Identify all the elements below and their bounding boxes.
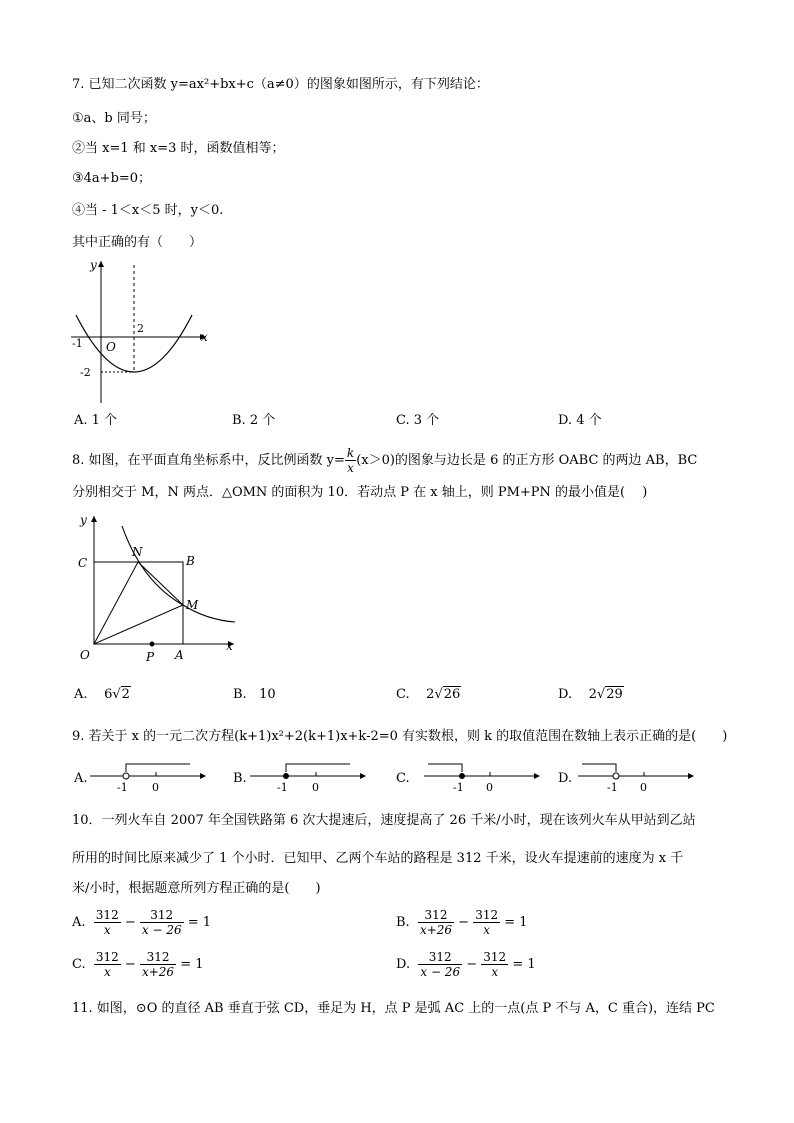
q10-c-n1: 312 (95, 950, 119, 964)
q10-b-label: B. (396, 915, 410, 930)
q8-graph-b-label: B (186, 554, 195, 568)
q10-c-frac2 (140, 950, 176, 979)
q10-a-d1: x (103, 923, 111, 937)
q8-graph-c-label: C (78, 556, 88, 570)
q10-c-d1: x (103, 965, 111, 979)
q7-graph-minus1-label: -1 (72, 337, 83, 350)
q8-graph-n-label: N (132, 545, 143, 559)
q8-graph-x-label: x (226, 639, 233, 653)
q8-hyperbola-graph (72, 510, 247, 665)
q7-graph-two-label: 2 (137, 322, 144, 335)
q9-number-line-c (420, 758, 544, 798)
q10-b-eq: = 1 (504, 915, 528, 930)
q10-d-frac2 (481, 950, 508, 979)
q9-number-line-b (246, 758, 370, 798)
q8-option-d-radicand: 29 (606, 687, 623, 702)
q7-graph-x-label: x (201, 330, 208, 344)
q10-a-eq: = 1 (187, 915, 212, 930)
q10-option-b: B. $\frac{312}{x+26}$ − $\frac{312}{x}$ = 1 (396, 908, 528, 937)
q9-c-zero: 0 (486, 781, 493, 794)
q7-stem: 7. 已知二次函数 y=ax²+bx+c（a≠0）的图象如图所示，有下列结论： (72, 77, 489, 92)
q10-b-n1: 312 (418, 908, 454, 923)
q9-c-minus1: -1 (453, 781, 464, 794)
q8-option-a (74, 686, 131, 704)
q8-fraction (345, 446, 356, 475)
q10-a-n2: 312 (140, 908, 184, 923)
q9-b-minus1: -1 (277, 781, 288, 794)
q7-option-a: A. 1 个 (74, 413, 118, 428)
q8-option-c-sqrt: √26 (434, 687, 461, 702)
q10-c-label: C. (72, 957, 86, 972)
q10-d-eq: = 1 (512, 957, 536, 972)
q11-line-1: 11. 如图，⊙O 的直径 AB 垂直于弦 CD，垂足为 H，点 P 是弧 AC 上的一点(点 P 不与 A，C 重合)，连结 PC (72, 1001, 715, 1016)
q9-label-a: A. (74, 771, 88, 786)
q8-stem (72, 446, 697, 476)
q8-frac-num: k (346, 446, 355, 460)
q8-frac-den: x (347, 461, 354, 475)
q8-graph-p-label: P (146, 650, 155, 664)
q7-option-b: B. 2 个 (232, 413, 276, 428)
q10-a-frac1 (94, 908, 121, 937)
q8-option-d-label: D. (558, 687, 573, 702)
q8-stem-part-b: (x＞0)的图象与边长是 6 的正方形 OABC 的两边 AB，BC (356, 453, 698, 468)
q10-option-c: C. $\frac{312}{x}$ − $\frac{312}{x+26}$ = 1 (72, 950, 204, 979)
q8-graph-y-label: y (80, 513, 87, 527)
q7-conclusion-3: ③4a+b=0； (72, 171, 152, 186)
q9-a-minus1: -1 (117, 781, 128, 794)
q10-d-n1: 312 (418, 950, 462, 965)
q8-option-c-radicand: 26 (443, 687, 461, 702)
q10-c-d2: x+26 (141, 965, 175, 979)
q9-label-b: B. (233, 771, 247, 786)
q7-conclusion-4: ④当 - 1＜x＜5 时，y＜0. (72, 203, 224, 218)
q8-option-d-coef: 2 (588, 687, 597, 702)
q10-d-d1: x − 26 (420, 965, 461, 979)
q10-a-d2: x − 26 (141, 923, 182, 937)
q8-option-a-sqrt: √2 (112, 687, 130, 702)
q10-c-n2: 312 (140, 950, 176, 965)
q10-b-frac1 (418, 908, 454, 937)
q10-line-1: 10．一列火车自 2007 年全国铁路第 6 次大提速后，速度提高了 26 千米/小时，现在该列火车从甲站到乙站 (72, 813, 696, 828)
q9-d-minus1: -1 (607, 781, 618, 794)
q8-option-b (233, 686, 276, 704)
q8-option-d (558, 686, 624, 704)
q10-a-label: A. (72, 915, 86, 930)
q8-stem-line2: 分别相交于 M，N 两点．△OMN 的面积为 10．若动点 P 在 x 轴上，则 PM+PN 的最小值是( ) (72, 485, 648, 500)
q10-c-frac1 (94, 950, 121, 979)
q9-number-line-a (86, 758, 210, 798)
q10-b-d1: x+26 (419, 923, 453, 937)
q8-graph-o-label: O (80, 648, 90, 662)
q8-graph-m-label: M (186, 598, 199, 612)
q8-option-b-value: 10 (259, 687, 276, 702)
q10-d-frac1 (418, 950, 462, 979)
q7-graph-minus2-label: -2 (80, 366, 91, 379)
q7-option-d: D. 4 个 (558, 413, 602, 428)
q7-conclusion-1: ①a、b 同号； (72, 111, 156, 126)
q7-graph-y-label: y (90, 258, 97, 272)
q10-d-n2: 312 (483, 950, 507, 964)
q8-graph-a-label: A (175, 648, 184, 662)
q10-option-a: A. $\frac{312}{x}$ − $\frac{312}{x - 26}$ = 1 (72, 908, 212, 937)
q10-a-frac2 (140, 908, 184, 937)
q10-d-d2: x (491, 965, 499, 979)
q8-option-a-label: A. (74, 687, 88, 702)
q10-line-2: 所用的时间比原来减少了 1 个小时．已知甲、乙两个车站的路程是 312 千米，设火车提速前的速度为 x 千 (72, 851, 684, 866)
q7-ask: 其中正确的有（ ） (72, 235, 203, 250)
q10-line-3: 米/小时，根据题意所列方程正确的是( ) (72, 881, 321, 896)
q10-a-n1: 312 (95, 908, 119, 922)
q9-stem: 9. 若关于 x 的一元二次方程(k+1)x²+2(k+1)x+k-2=0 有实数根，则 k 的取值范围在数轴上表示正确的是( ) (72, 729, 728, 744)
q7-graph-origin-label: O (106, 340, 116, 354)
q10-option-d: D. $\frac{312}{x - 26}$ − $\frac{312}{x}$ = 1 (396, 950, 536, 979)
q7-parabola-graph (66, 255, 226, 405)
q9-a-zero: 0 (152, 781, 159, 794)
q9-d-zero: 0 (640, 781, 647, 794)
q7-conclusion-2: ②当 x=1 和 x=3 时，函数值相等； (72, 141, 285, 156)
q10-b-frac2 (473, 908, 500, 937)
q10-c-eq: = 1 (180, 957, 204, 972)
q10-b-n2: 312 (475, 908, 499, 922)
q8-option-c-coef: 2 (426, 687, 435, 702)
q9-label-c: C. (396, 771, 410, 786)
q8-option-a-radicand: 2 (121, 687, 130, 702)
q9-number-line-d (574, 758, 698, 798)
q8-stem-part-a: 8. 如图，在平面直角坐标系中，反比例函数 y= (72, 453, 345, 468)
q8-option-d-sqrt: √29 (596, 687, 623, 702)
q9-label-d: D. (558, 771, 573, 786)
q10-b-d2: x (483, 923, 491, 937)
q7-option-c: C. 3 个 (396, 413, 440, 428)
q9-b-zero: 0 (312, 781, 319, 794)
q10-d-label: D. (396, 957, 411, 972)
q8-option-c (396, 686, 461, 704)
q8-option-c-label: C. (396, 687, 410, 702)
q8-option-a-coef: 6 (104, 687, 113, 702)
q8-option-b-label: B. (233, 687, 247, 702)
